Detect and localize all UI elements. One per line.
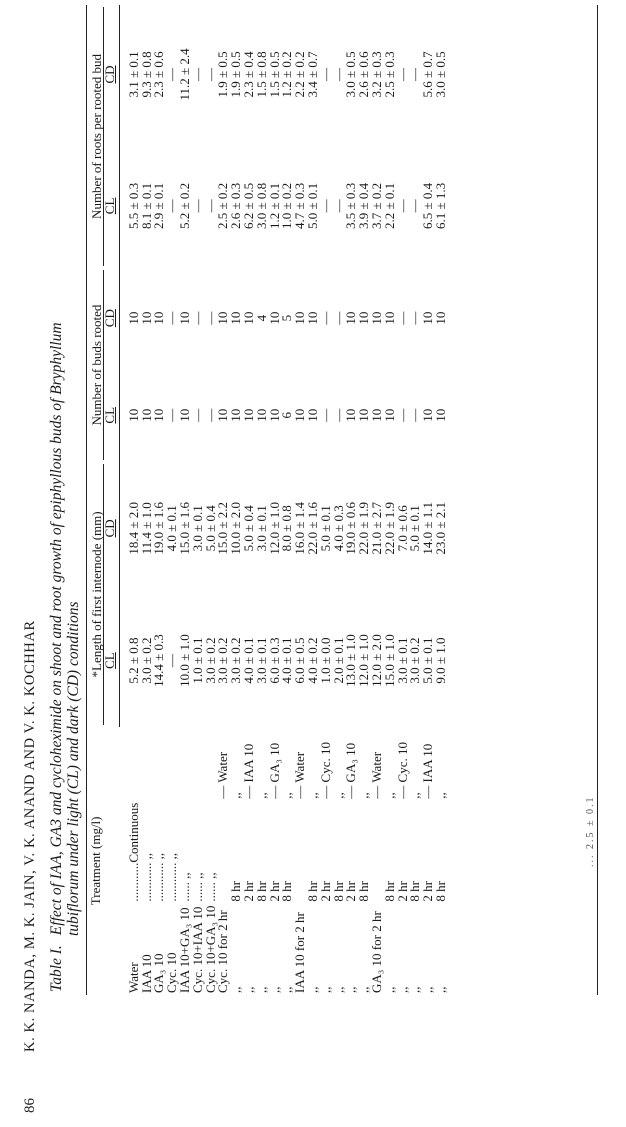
length-group-header: *Length of first internode (mm) [87, 462, 105, 727]
treatment-duration: 2 hr [394, 881, 410, 902]
roots-cl-cell: 2.2 ± 0.1 [381, 182, 397, 229]
treatment-followup [153, 727, 166, 801]
buds-cl-cell: — [394, 408, 410, 422]
table-row [333, 5, 346, 995]
buds-cl-cell: 10 [215, 408, 231, 422]
length-cd-cell: 5.0 ± 0.4 [202, 505, 218, 552]
length-cd-cell: 19.0 ± 0.6 [343, 502, 359, 555]
buds-cd-cell: 10 [432, 311, 448, 325]
treatment-followup: — Cyc. 10 [317, 741, 333, 799]
treatment-label: ,, [240, 986, 256, 993]
length-cl-cell: 12.0 ± 2.0 [368, 634, 384, 687]
roots-cl-cell: 5.2 ± 0.2 [176, 182, 192, 229]
roots-cd-cell: 1.9 ± 0.5 [215, 51, 231, 98]
buds-cd-header: CD [104, 268, 119, 368]
treatment-followup [141, 727, 154, 801]
roots-cd-cell: 3.4 ± 0.7 [304, 51, 320, 98]
table-row [294, 5, 307, 995]
buds-cl-cell: 10 [368, 408, 384, 422]
roots-cd-cell: 2.6 ± 0.6 [356, 51, 372, 98]
roots-cl-cell: — [202, 199, 218, 213]
length-cd-cell: 5.0 ± 0.1 [317, 505, 333, 552]
table-row [435, 5, 448, 995]
length-cl-cell: 4.0 ± 0.1 [279, 637, 295, 684]
treatment-label: ,, [407, 986, 423, 993]
treatment-duration: 2 hr [343, 881, 359, 902]
length-cd-cell: 4.0 ± 0.1 [164, 505, 180, 552]
table-row [281, 5, 294, 995]
treatment-followup: — GA₃ 10 [266, 742, 282, 799]
length-cd-cell: 19.0 ± 1.6 [151, 502, 167, 555]
table-row [230, 5, 243, 995]
buds-cd-cell: — [202, 311, 218, 325]
length-cd-cell: 15.0 ± 2.2 [215, 502, 231, 555]
treatment-label: ,, [330, 986, 346, 993]
buds-cd-cell: 10 [381, 311, 397, 325]
roots-cd-cell: — [330, 67, 346, 81]
length-cd-cell: 14.0 ± 1.1 [420, 502, 436, 555]
treatment-label: ,, [420, 986, 436, 993]
treatment-label: ,, [381, 986, 397, 993]
length-cl-header: CL [104, 594, 119, 726]
buds-cd-cell: 10 [125, 311, 141, 325]
roots-cd-cell: — [164, 67, 180, 81]
length-cd-cell: 22.0 ± 1.9 [356, 502, 372, 555]
buds-cd-cell: 10 [215, 311, 231, 325]
roots-cd-cell: 2.2 ± 0.2 [292, 51, 308, 98]
treatment-label: GA₃ 10 [151, 953, 167, 993]
length-cd-cell: 11.4 ± 1.0 [138, 502, 154, 555]
length-cl-cell: 5.0 ± 0.1 [420, 637, 436, 684]
roots-cd-cell: 2.5 ± 0.3 [381, 51, 397, 98]
buds-cl-cell: — [164, 408, 180, 422]
length-cl-cell: 3.0 ± 0.1 [394, 637, 410, 684]
buds-cd-cell: 10 [343, 311, 359, 325]
length-cd-cell: 12.0 ± 1.0 [266, 502, 282, 555]
treatment-followup: — Water [292, 751, 308, 799]
treatment-duration: ............ ,, [138, 852, 154, 902]
treatment-duration: 8 hr [330, 881, 346, 902]
buds-cd-cell: 4 [253, 314, 269, 322]
treatment-label: Cyc. 10 [164, 952, 180, 993]
treatment-label: IAA 10 for 2 hr [292, 912, 308, 993]
treatment-label: Cyc. 10 for 2 hr [215, 910, 231, 993]
buds-cd-cell: 10 [228, 311, 244, 325]
roots-cd-cell: 1.2 ± 0.2 [279, 51, 295, 98]
table-row [217, 5, 230, 995]
buds-cd-cell: 5 [279, 314, 295, 322]
treatment-label: IAA 10 [138, 954, 154, 993]
length-cd-cell: 21.0 ± 2.7 [368, 502, 384, 555]
treatment-followup: ,, [330, 792, 346, 799]
treatment-label: ,, [253, 986, 269, 993]
length-cl-cell: 6.0 ± 0.5 [292, 637, 308, 684]
roots-cl-cell: — [317, 199, 333, 213]
table-row [320, 5, 333, 995]
roots-cl-cell: 3.0 ± 0.8 [253, 182, 269, 229]
roots-cl-cell: 5.0 ± 0.1 [304, 182, 320, 229]
length-cl-cell: 5.2 ± 0.8 [125, 637, 141, 684]
treatment-label: IAA 10+GA₃ 10 [176, 907, 192, 993]
table-row [192, 5, 205, 995]
buds-cl-cell: 6 [279, 412, 295, 419]
running-header [22, 620, 39, 1113]
treatment-label: ,, [432, 986, 448, 993]
length-cl-cell: 1.0 ± 0.0 [317, 637, 333, 684]
table-row [422, 5, 435, 995]
caption-line-1: Effect of IAA, GA3 and cycloheximide on shoot and root growth of epiphyllous buds of Bryphyllum [48, 322, 65, 936]
length-cd-cell: 8.0 ± 0.8 [279, 505, 295, 552]
treatment-label: ,, [266, 986, 282, 993]
treatment-followup: ,, [381, 792, 397, 799]
table-row [409, 5, 422, 995]
treatment-label: ,, [317, 986, 333, 993]
length-cd-cell: 16.0 ± 1.4 [292, 502, 308, 555]
roots-cd-cell: 1.5 ± 0.5 [266, 51, 282, 98]
treatment-followup: — Water [368, 751, 384, 799]
treatment-label: ,, [356, 986, 372, 993]
length-cd-cell: 22.0 ± 1.9 [381, 502, 397, 555]
treatment-header: Treatment (mg/l) [87, 727, 120, 995]
treatment-duration: 8 hr [381, 881, 397, 902]
buds-cd-cell: 10 [304, 311, 320, 325]
length-cl-cell: 6.0 ± 0.3 [266, 637, 282, 684]
buds-cl-cell: — [317, 408, 333, 422]
roots-cl-cell: 5.5 ± 0.3 [125, 182, 141, 229]
buds-cd-cell: 10 [356, 311, 372, 325]
results-table [86, 5, 448, 995]
roots-cl-cell: 1.0 ± 0.2 [279, 182, 295, 229]
treatment-duration: 8 hr [253, 881, 269, 902]
length-cl-cell: 12.0 ± 1.0 [356, 634, 372, 687]
buds-cd-cell: — [164, 311, 180, 325]
buds-cl-cell: 10 [240, 408, 256, 422]
treatment-label: Cyc. 10+IAA 10 [189, 906, 205, 993]
length-cd-cell: 3.0 ± 0.1 [189, 505, 205, 552]
treatment-followup [179, 727, 192, 801]
roots-cl-cell: 6.5 ± 0.4 [420, 182, 436, 229]
table-row [384, 5, 397, 995]
buds-cd-cell: 10 [292, 311, 308, 325]
roots-cd-cell: — [202, 67, 218, 81]
length-cd-cell: 3.0 ± 0.1 [253, 505, 269, 552]
treatment-followup: ,, [304, 792, 320, 799]
buds-cl-cell: 10 [292, 408, 308, 422]
treatment-label: Cyc. 10+GA₃ 10 [202, 905, 218, 993]
buds-cd-cell: 10 [151, 311, 167, 325]
roots-cd-header: CD [104, 5, 119, 144]
length-cl-cell: 15.0 ± 1.0 [381, 634, 397, 687]
roots-cl-cell: 6.1 ± 1.3 [432, 182, 448, 229]
treatment-followup: — IAA 10 [420, 743, 436, 799]
author-line: K. K. NANDA, M. K. JAIN, V. K. ANAND AND V. K. KOCHHAR [22, 620, 38, 1052]
treatment-duration: ...... ,, [176, 872, 192, 902]
treatment-duration: 8 hr [304, 881, 320, 902]
treatment-duration: ............ ,, [164, 852, 180, 902]
length-cl-cell: 3.0 ± 0.2 [202, 637, 218, 684]
buds-cl-cell: — [202, 408, 218, 422]
table-row [397, 5, 410, 995]
buds-cl-cell: — [330, 408, 346, 422]
table-row [371, 5, 384, 995]
buds-cd-cell: 10 [420, 311, 436, 325]
roots-cd-cell: 1.9 ± 0.5 [228, 51, 244, 98]
roots-cd-cell: — [189, 67, 205, 81]
length-cl-cell: 1.0 ± 0.1 [189, 637, 205, 684]
buds-cl-cell: 10 [304, 408, 320, 422]
length-cd-cell: 15.0 ± 1.6 [176, 502, 192, 555]
roots-cd-cell: — [394, 67, 410, 81]
page-number: 86 [22, 1098, 38, 1113]
buds-cl-cell: 10 [125, 408, 141, 422]
length-cd-header: CD [104, 462, 119, 594]
treatment-duration: ............Continuous [125, 802, 141, 902]
treatment-duration: 8 hr [228, 881, 244, 902]
treatment-label: ,, [304, 986, 320, 993]
buds-cd-cell: 10 [266, 311, 282, 325]
table-row [119, 5, 140, 995]
table-row [269, 5, 282, 995]
footnote-fragment: ... 2.5 ± 0.1 [585, 795, 596, 867]
roots-cl-cell: — [164, 199, 180, 213]
length-cd-cell: 23.0 ± 2.1 [432, 502, 448, 555]
buds-cl-cell: 10 [381, 408, 397, 422]
treatment-duration: 8 hr [432, 881, 448, 902]
table-row [166, 5, 179, 995]
length-cl-cell: — [164, 654, 180, 668]
length-cl-cell: 13.0 ± 1.0 [343, 634, 359, 687]
treatment-duration: 8 hr [279, 881, 295, 902]
table-row [141, 5, 154, 995]
roots-cl-cell: — [407, 199, 423, 213]
buds-cl-header: CL [104, 368, 119, 462]
treatment-duration: 2 hr [420, 881, 436, 902]
caption-line-2: tubiflorum under light (CL) and dark (CD) conditions [65, 601, 82, 936]
treatment-followup: ,, [432, 792, 448, 799]
treatment-duration: 2 hr [266, 881, 282, 902]
length-cl-cell: 10.0 ± 1.0 [176, 634, 192, 687]
roots-cl-cell: 2.5 ± 0.2 [215, 182, 231, 229]
table-bottom-rule [597, 5, 598, 995]
buds-cl-cell: 10 [138, 408, 154, 422]
length-cd-cell: 7.0 ± 0.6 [394, 505, 410, 552]
length-cd-cell: 22.0 ± 1.6 [304, 502, 320, 555]
buds-cl-cell: 10 [176, 408, 192, 422]
treatment-label: Water [125, 962, 141, 993]
roots-cd-cell: 11.2 ± 2.4 [176, 48, 192, 101]
roots-cl-cell: 1.2 ± 0.1 [266, 182, 282, 229]
roots-cd-cell: 2.3 ± 0.6 [151, 51, 167, 98]
buds-cd-cell: — [407, 311, 423, 325]
length-cl-cell: 14.4 ± 0.3 [151, 634, 167, 687]
treatment-followup: ,, [253, 792, 269, 799]
length-cl-cell: 3.0 ± 0.2 [407, 637, 423, 684]
buds-cl-cell: 10 [432, 408, 448, 422]
roots-cd-cell: 3.2 ± 0.3 [368, 51, 384, 98]
roots-group-header: Number of roots per rooted bud [87, 5, 105, 268]
length-cl-cell: 3.0 ± 0.2 [215, 637, 231, 684]
roots-cd-cell: 3.0 ± 0.5 [432, 51, 448, 98]
buds-cl-cell: 10 [356, 408, 372, 422]
treatment-followup: ,, [228, 792, 244, 799]
treatment-followup: ,, [356, 792, 372, 799]
buds-cd-cell: 10 [138, 311, 154, 325]
treatment-duration: ...... ,, [202, 872, 218, 902]
roots-cl-cell: 2.9 ± 0.1 [151, 182, 167, 229]
roots-cl-cell: 3.7 ± 0.2 [368, 182, 384, 229]
table-row [345, 5, 358, 995]
length-cl-cell: 4.0 ± 0.1 [240, 637, 256, 684]
treatment-duration: 2 hr [240, 881, 256, 902]
roots-cd-cell: — [317, 67, 333, 81]
roots-cd-cell: 3.1 ± 0.1 [125, 51, 141, 98]
buds-cd-cell: — [189, 311, 205, 325]
length-cd-cell: 18.4 ± 2.0 [125, 502, 141, 555]
buds-cd-cell: 10 [176, 311, 192, 325]
roots-cl-cell: 4.7 ± 0.3 [292, 182, 308, 229]
treatment-label: ,, [394, 986, 410, 993]
treatment-followup: — IAA 10 [240, 743, 256, 799]
roots-cl-cell: 2.6 ± 0.3 [228, 182, 244, 229]
roots-cd-cell: 9.3 ± 0.8 [138, 51, 154, 98]
treatment-duration: 2 hr [317, 881, 333, 902]
length-cd-cell: 10.0 ± 2.0 [228, 502, 244, 555]
roots-cl-cell: 3.5 ± 0.3 [343, 182, 359, 229]
table-caption [48, 2, 82, 992]
table-row [179, 5, 192, 995]
roots-cd-cell: 5.6 ± 0.7 [420, 51, 436, 98]
table-label: Table I. [48, 945, 65, 992]
roots-cl-cell: 6.2 ± 0.5 [240, 182, 256, 229]
treatment-label: GA₃ 10 for 2 hr [368, 911, 384, 993]
treatment-label: ,, [343, 986, 359, 993]
roots-cl-header: CL [104, 144, 119, 268]
roots-cl-cell: — [330, 199, 346, 213]
treatment-followup [119, 727, 140, 801]
table-row [358, 5, 371, 995]
length-cd-cell: 4.0 ± 0.3 [330, 505, 346, 552]
roots-cd-cell: 1.5 ± 0.8 [253, 51, 269, 98]
buds-cd-cell: 10 [240, 311, 256, 325]
buds-cl-cell: — [189, 408, 205, 422]
roots-cd-cell: — [407, 67, 423, 81]
buds-cd-cell: — [317, 311, 333, 325]
length-cl-cell: 2.0 ± 0.1 [330, 637, 346, 684]
treatment-duration: 8 hr [356, 881, 372, 902]
treatment-label: ,, [228, 986, 244, 993]
buds-cl-cell: — [407, 408, 423, 422]
header-row-groups [87, 5, 105, 995]
treatment-followup: — Cyc. 10 [394, 741, 410, 799]
table-row [307, 5, 320, 995]
roots-cd-cell: 2.3 ± 0.4 [240, 51, 256, 98]
table-row [205, 5, 218, 995]
table-row [243, 5, 256, 995]
buds-cl-cell: 10 [228, 408, 244, 422]
treatment-label: ,, [279, 986, 295, 993]
buds-cd-cell: — [330, 311, 346, 325]
buds-cd-cell: 10 [368, 311, 384, 325]
buds-cl-cell: 10 [151, 408, 167, 422]
treatment-followup: ,, [279, 792, 295, 799]
roots-cl-cell: 3.9 ± 0.4 [356, 182, 372, 229]
treatment-followup [192, 727, 205, 801]
buds-cd-cell: — [394, 311, 410, 325]
treatment-followup [166, 727, 179, 801]
length-cl-cell: 9.0 ± 1.0 [432, 637, 448, 684]
buds-cl-cell: 10 [266, 408, 282, 422]
roots-cd-cell: 3.0 ± 0.5 [343, 51, 359, 98]
length-cl-cell: 3.0 ± 0.2 [228, 637, 244, 684]
treatment-duration: 8 hr [407, 881, 423, 902]
length-cl-cell: 4.0 ± 0.2 [304, 637, 320, 684]
buds-cl-cell: 10 [420, 408, 436, 422]
length-cl-cell: 3.0 ± 0.1 [253, 637, 269, 684]
buds-group-header: Number of buds rooted [87, 268, 105, 462]
roots-cl-cell: 8.1 ± 0.1 [138, 182, 154, 229]
length-cd-cell: 5.0 ± 0.4 [240, 505, 256, 552]
treatment-followup: ,, [407, 792, 423, 799]
table-row [153, 5, 166, 995]
treatment-duration: ...... ,, [189, 872, 205, 902]
roots-cl-cell: — [189, 199, 205, 213]
treatment-duration: ............ ,, [151, 852, 167, 902]
treatment-followup: — GA₃ 10 [343, 742, 359, 799]
length-cd-cell: 5.0 ± 0.1 [407, 505, 423, 552]
buds-cl-cell: 10 [343, 408, 359, 422]
roots-cl-cell: — [394, 199, 410, 213]
buds-cl-cell: 10 [253, 408, 269, 422]
table-row [256, 5, 269, 995]
treatment-followup: — Water [215, 751, 231, 799]
length-cl-cell: 3.0 ± 0.2 [138, 637, 154, 684]
